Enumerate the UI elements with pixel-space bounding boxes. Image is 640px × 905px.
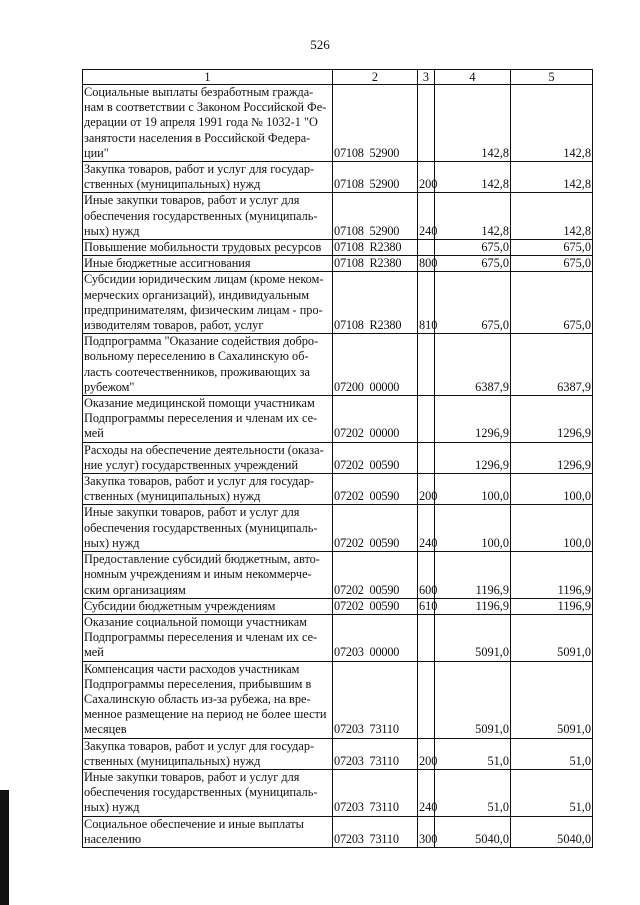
row-value-col5: 675,0 xyxy=(511,256,593,272)
row-expense-type xyxy=(418,614,435,661)
row-name: Субсидии юридическим лицам (кроме неком- мерческих организаций), индивидуальным предпринимателям, физическим лицам - про- изводителям товаров, работ, услуг xyxy=(83,272,333,334)
row-expense-type: 610 xyxy=(419,598,438,613)
row-expense-type: 200 xyxy=(418,474,435,505)
row-value-col4: 6387,9 xyxy=(435,334,511,396)
row-value-col5: 1196,9 xyxy=(511,598,593,614)
row-value-col5: 51,0 xyxy=(511,738,593,769)
row-name: Подпрограмма "Оказание содействия добро- вольному переселению в Сахалинскую об- ласть соотечественников, проживающих за рубежом" xyxy=(83,334,333,396)
row-value-col5: 1196,9 xyxy=(511,552,593,599)
row-value-col4: 1296,9 xyxy=(435,396,511,443)
row-expense-type xyxy=(418,334,435,396)
row-expense-type: 810 xyxy=(418,272,435,334)
row-expense-type: 200 xyxy=(418,162,435,193)
row-name: Иные закупки товаров, работ и услуг для обеспечения государственных (муниципаль- ных) нужд xyxy=(83,505,333,552)
row-name: Закупка товаров, работ и услуг для государ- ственных (муниципальных) нужд xyxy=(83,738,333,769)
row-code: 07202 00590 xyxy=(333,505,418,552)
row-code: 07202 00590 xyxy=(333,474,418,505)
row-code: 07108 R2380 xyxy=(333,240,418,256)
column-header: 5 xyxy=(511,70,593,85)
table-row xyxy=(83,272,593,334)
budget-table xyxy=(82,69,593,848)
row-expense-type: 600 xyxy=(418,552,435,599)
row-expense-type: 240 xyxy=(418,769,435,816)
row-code: 07203 73110 xyxy=(333,738,418,769)
scan-edge-mark xyxy=(0,790,9,905)
row-value-col4: 100,0 xyxy=(435,505,511,552)
column-header: 1 xyxy=(83,70,333,85)
row-expense-type xyxy=(418,396,435,443)
table-row xyxy=(83,552,593,599)
row-code: 07202 00590 xyxy=(333,442,418,473)
row-expense-type: 800 xyxy=(419,256,438,271)
row-value-col5: 5091,0 xyxy=(511,614,593,661)
row-expense-type: 300 xyxy=(418,816,435,847)
row-name: Иные бюджетные ассигнования xyxy=(83,256,333,272)
row-name: Оказание медицинской помощи участникам Подпрограммы переселения и членам их се- мей xyxy=(83,396,333,443)
row-value-col4: 51,0 xyxy=(435,769,511,816)
row-name: Расходы на обеспечение деятельности (оказа- ние услуг) государственных учреждений xyxy=(83,442,333,473)
row-code: 07203 00000 xyxy=(333,614,418,661)
row-value-col5: 1296,9 xyxy=(511,442,593,473)
table-row xyxy=(83,661,593,738)
row-expense-type xyxy=(418,85,435,162)
row-value-col5: 51,0 xyxy=(511,769,593,816)
table-row xyxy=(83,334,593,396)
row-name: Субсидии бюджетным учреждениям xyxy=(83,598,333,614)
row-code: 07202 00590 xyxy=(333,552,418,599)
row-value-col5: 675,0 xyxy=(511,240,593,256)
table-row xyxy=(83,769,593,816)
row-value-col4: 5091,0 xyxy=(435,614,511,661)
row-value-col4: 1196,9 xyxy=(435,598,511,614)
table-row xyxy=(83,240,593,256)
row-value-col5: 142,8 xyxy=(511,193,593,240)
table-row xyxy=(83,396,593,443)
row-code: 07108 52900 xyxy=(333,85,418,162)
row-code: 07203 73110 xyxy=(333,661,418,738)
row-code: 07108 52900 xyxy=(333,162,418,193)
row-name: Предоставление субсидий бюджетным, авто- номным учреждениям и иным некоммерче- ским организациям xyxy=(83,552,333,599)
row-name: Социальные выплаты безработным гражда- нам в соответствии с Законом Российской Фе- дерации от 19 апреля 1991 года № 1032-1 "О занятости населения в Российской Федера- ции" xyxy=(83,85,333,162)
row-value-col5: 1296,9 xyxy=(511,396,593,443)
table-row xyxy=(83,193,593,240)
row-code: 07203 73110 xyxy=(333,769,418,816)
row-value-col4: 5091,0 xyxy=(435,661,511,738)
row-code: 07108 R2380 xyxy=(333,256,418,272)
row-name: Закупка товаров, работ и услуг для государ- ственных (муниципальных) нужд xyxy=(83,474,333,505)
table-row xyxy=(83,738,593,769)
row-code: 07202 00000 xyxy=(333,396,418,443)
row-code: 07108 R2380 xyxy=(333,272,418,334)
table-row xyxy=(83,474,593,505)
table-body xyxy=(83,85,593,848)
column-header: 2 xyxy=(333,70,418,85)
row-name: Закупка товаров, работ и услуг для государ- ственных (муниципальных) нужд xyxy=(83,162,333,193)
row-value-col4: 142,8 xyxy=(435,193,511,240)
row-value-col5: 142,8 xyxy=(511,85,593,162)
row-code: 07203 73110 xyxy=(333,816,418,847)
row-value-col5: 675,0 xyxy=(511,272,593,334)
row-value-col4: 675,0 xyxy=(435,240,511,256)
row-value-col5: 100,0 xyxy=(511,474,593,505)
row-value-col5: 5091,0 xyxy=(511,661,593,738)
page-number: 526 xyxy=(310,37,330,52)
row-value-col4: 142,8 xyxy=(435,85,511,162)
row-value-col4: 1196,9 xyxy=(435,552,511,599)
row-value-col4: 5040,0 xyxy=(435,816,511,847)
table-row xyxy=(83,442,593,473)
table-row xyxy=(83,85,593,162)
row-value-col4: 675,0 xyxy=(435,256,511,272)
table-row xyxy=(83,162,593,193)
row-name: Компенсация части расходов участникам Подпрограммы переселения, прибывшим в Сахалинскую область из-за рубежа, на вре- менное размещение на период не более шести месяцев xyxy=(83,661,333,738)
row-name: Иные закупки товаров, работ и услуг для обеспечения государственных (муниципаль- ных) нужд xyxy=(83,193,333,240)
row-expense-type xyxy=(418,442,435,473)
row-value-col5: 6387,9 xyxy=(511,334,593,396)
row-code: 07108 52900 xyxy=(333,193,418,240)
row-expense-type: 240 xyxy=(418,505,435,552)
row-value-col4: 51,0 xyxy=(435,738,511,769)
row-value-col5: 142,8 xyxy=(511,162,593,193)
row-value-col5: 5040,0 xyxy=(511,816,593,847)
column-header: 3 xyxy=(418,70,435,85)
row-name: Социальное обеспечение и иные выплаты населению xyxy=(83,816,333,847)
row-expense-type: 240 xyxy=(418,193,435,240)
table-row xyxy=(83,816,593,847)
table-row xyxy=(83,505,593,552)
row-name: Иные закупки товаров, работ и услуг для обеспечения государственных (муниципаль- ных) нужд xyxy=(83,769,333,816)
row-expense-type: 200 xyxy=(418,738,435,769)
table-row xyxy=(83,598,593,614)
row-value-col4: 1296,9 xyxy=(435,442,511,473)
row-expense-type xyxy=(418,240,435,256)
row-expense-type xyxy=(418,661,435,738)
table-row xyxy=(83,614,593,661)
row-value-col5: 100,0 xyxy=(511,505,593,552)
row-code: 07200 00000 xyxy=(333,334,418,396)
column-header: 4 xyxy=(435,70,511,85)
table-row xyxy=(83,256,593,272)
row-name: Оказание социальной помощи участникам Подпрограммы переселения и членам их се- мей xyxy=(83,614,333,661)
row-value-col4: 100,0 xyxy=(435,474,511,505)
row-code: 07202 00590 xyxy=(333,598,418,614)
header-row xyxy=(83,70,593,85)
row-value-col4: 675,0 xyxy=(435,272,511,334)
row-value-col4: 142,8 xyxy=(435,162,511,193)
row-name: Повышение мобильности трудовых ресурсов xyxy=(83,240,333,256)
